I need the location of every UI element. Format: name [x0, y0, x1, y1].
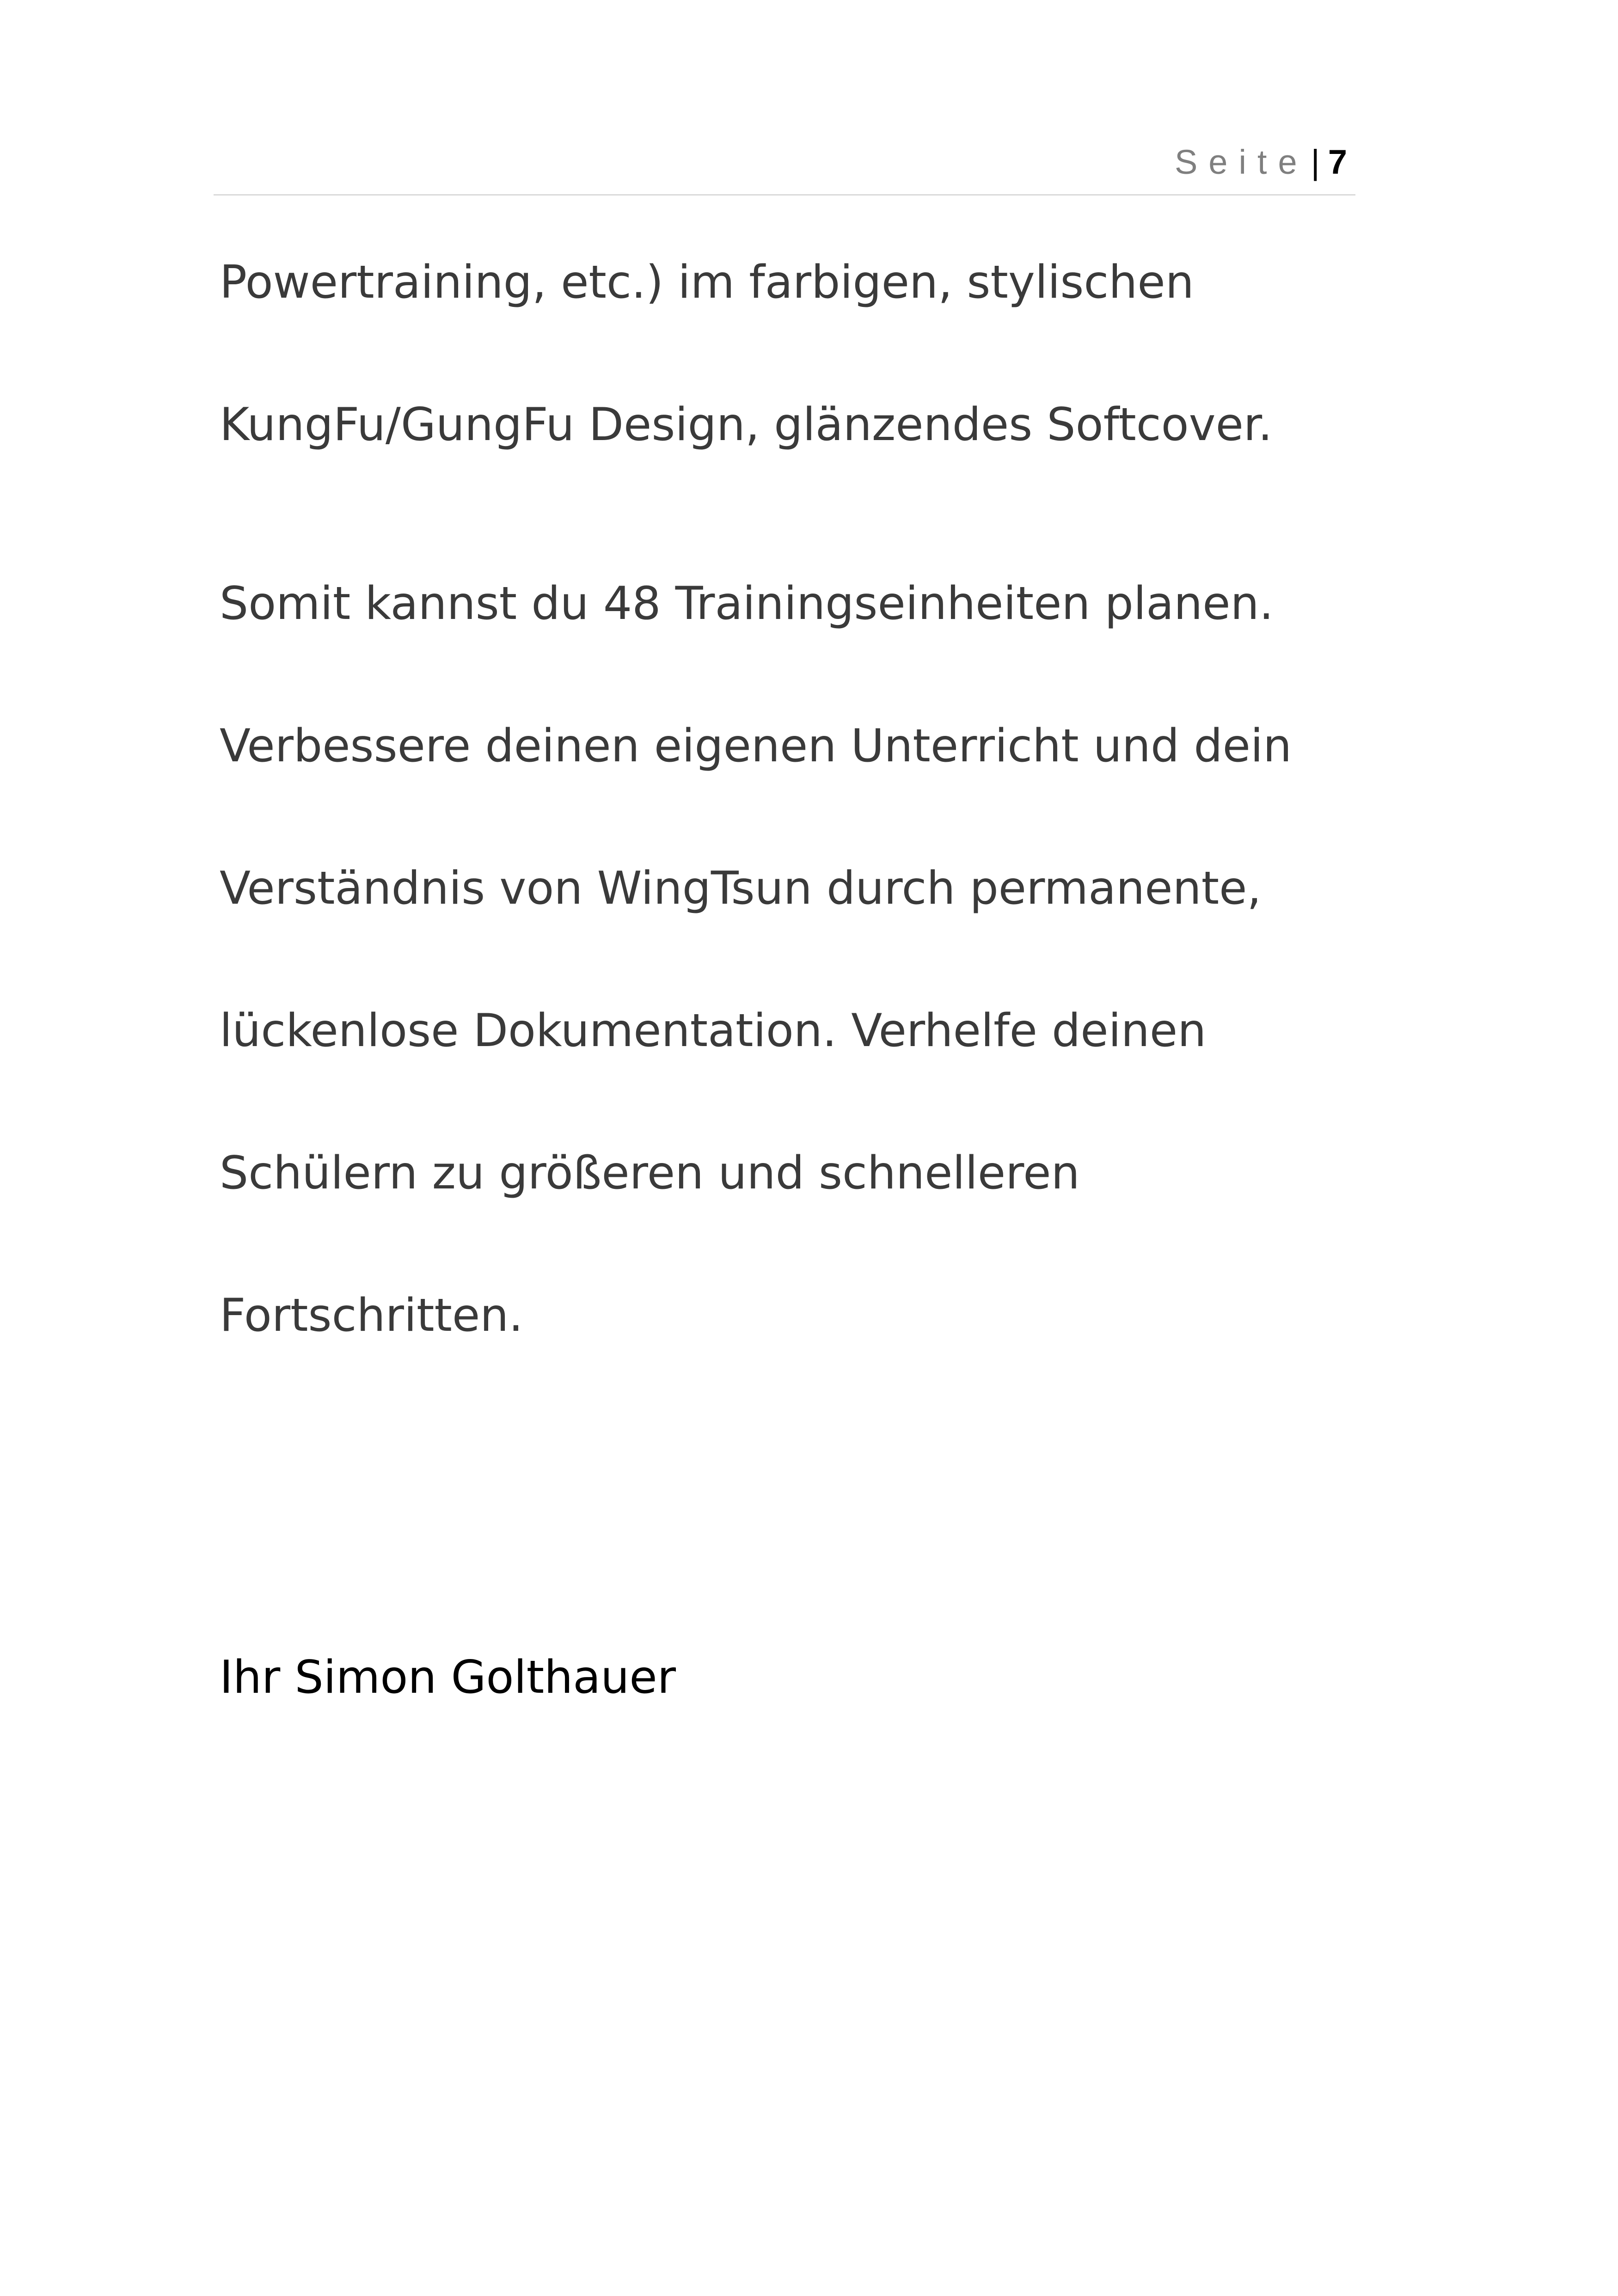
- text-line: Fortschritten.: [220, 1289, 523, 1342]
- text-line: Verbessere deinen eigenen Unterricht und dein: [220, 720, 1292, 772]
- page-number: 7: [1328, 143, 1347, 181]
- page-indicator: [1175, 145, 1347, 179]
- text-line: lückenlose Dokumentation. Verhelfe deinen: [220, 1004, 1207, 1057]
- text-line: Schülern zu größeren und schnelleren: [220, 1147, 1080, 1200]
- signature: Ihr Simon Golthauer: [220, 1651, 676, 1704]
- text-line: KungFu/GungFu Design, glänzendes Softcover.: [220, 398, 1273, 451]
- page-header: [214, 139, 1355, 196]
- text-line: Powertraining, etc.) im farbigen, stylischen: [220, 256, 1194, 309]
- page-separator: |: [1311, 143, 1320, 181]
- text-line: Verständnis von WingTsun durch permanente,: [220, 862, 1262, 915]
- page-label: Seite: [1174, 143, 1308, 181]
- text-line: Somit kannst du 48 Trainingseinheiten planen.: [220, 577, 1274, 630]
